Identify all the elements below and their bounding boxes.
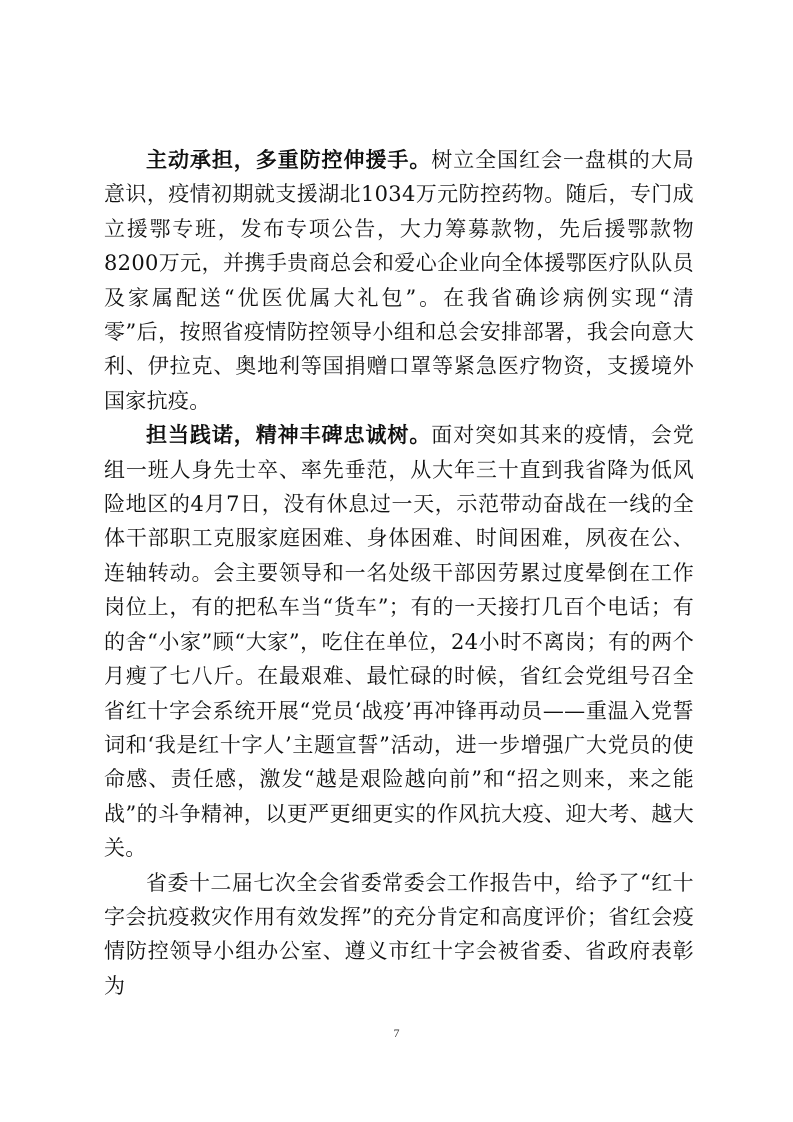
paragraph-heading: 担当践诺，精神丰碑忠诚树。 (146, 422, 432, 448)
paragraph-text: 省委十二届七次全会省委常委会工作报告中，给予了“红十字会抗疫救灾作用有效发挥”的充分肯定和高度评价；省红会疫情防控领导小组办公室、遵义市红十字会被省委、省政府表彰为 (104, 870, 694, 998)
page-number: 7 (393, 1026, 400, 1040)
paragraph-text: 树立全国红会一盘棋的大局意识，疫情初期就支援湖北1034万元防控药物。随后，专门成立援鄂专班，发布专项公告，大力筹募款物，先后援鄂款物8200万元，并携手贵商总会和爱心企业向全体援鄂医疗队队员及家属配送“优医优属大礼包”。在我省确诊病例实现“清零”后，按照省疫情防控领导小组和总会安排部署，我会向意大利、伊拉克、奥地利等国捐赠口罩等紧急医疗物资，支援境外国家抗疫。 (104, 148, 694, 413)
paragraph-recognition (104, 866, 694, 1004)
paragraph-commitment (104, 418, 694, 865)
paragraph-text: 面对突如其来的疫情，会党组一班人身先士卒、率先垂范，从大年三十直到我省降为低风险地区的4月7日，没有休息过一天，示范带动奋战在一线的全体干部职工克服家庭困难、身体困难、时间困难，夙夜在公、连轴转动。会主要领导和一名处级干部因劳累过度晕倒在工作岗位上，有的把私车当“货车”；有的一天接打几百个电话；有的舍“小家”顾“大家”，吃住在单位，24小时不离岗；有的两个月瘦了七八斤。在最艰难、最忙碌的时候，省红会党组号召全省红十字会系统开展“党员‘战疫’再冲锋再动员——重温入党誓词和‘我是红十字人’主题宣誓”活动，进一步增强广大党员的使命感、责任感，激发“越是艰险越向前”和“招之则来，来之能战”的斗争精神，以更严更细更实的作风抗大疫、迎大考、越大关。 (104, 423, 694, 861)
paragraph-heading: 主动承担，多重防控伸援手。 (146, 147, 432, 172)
document-body (104, 143, 694, 1003)
paragraph-active-support (104, 143, 694, 418)
